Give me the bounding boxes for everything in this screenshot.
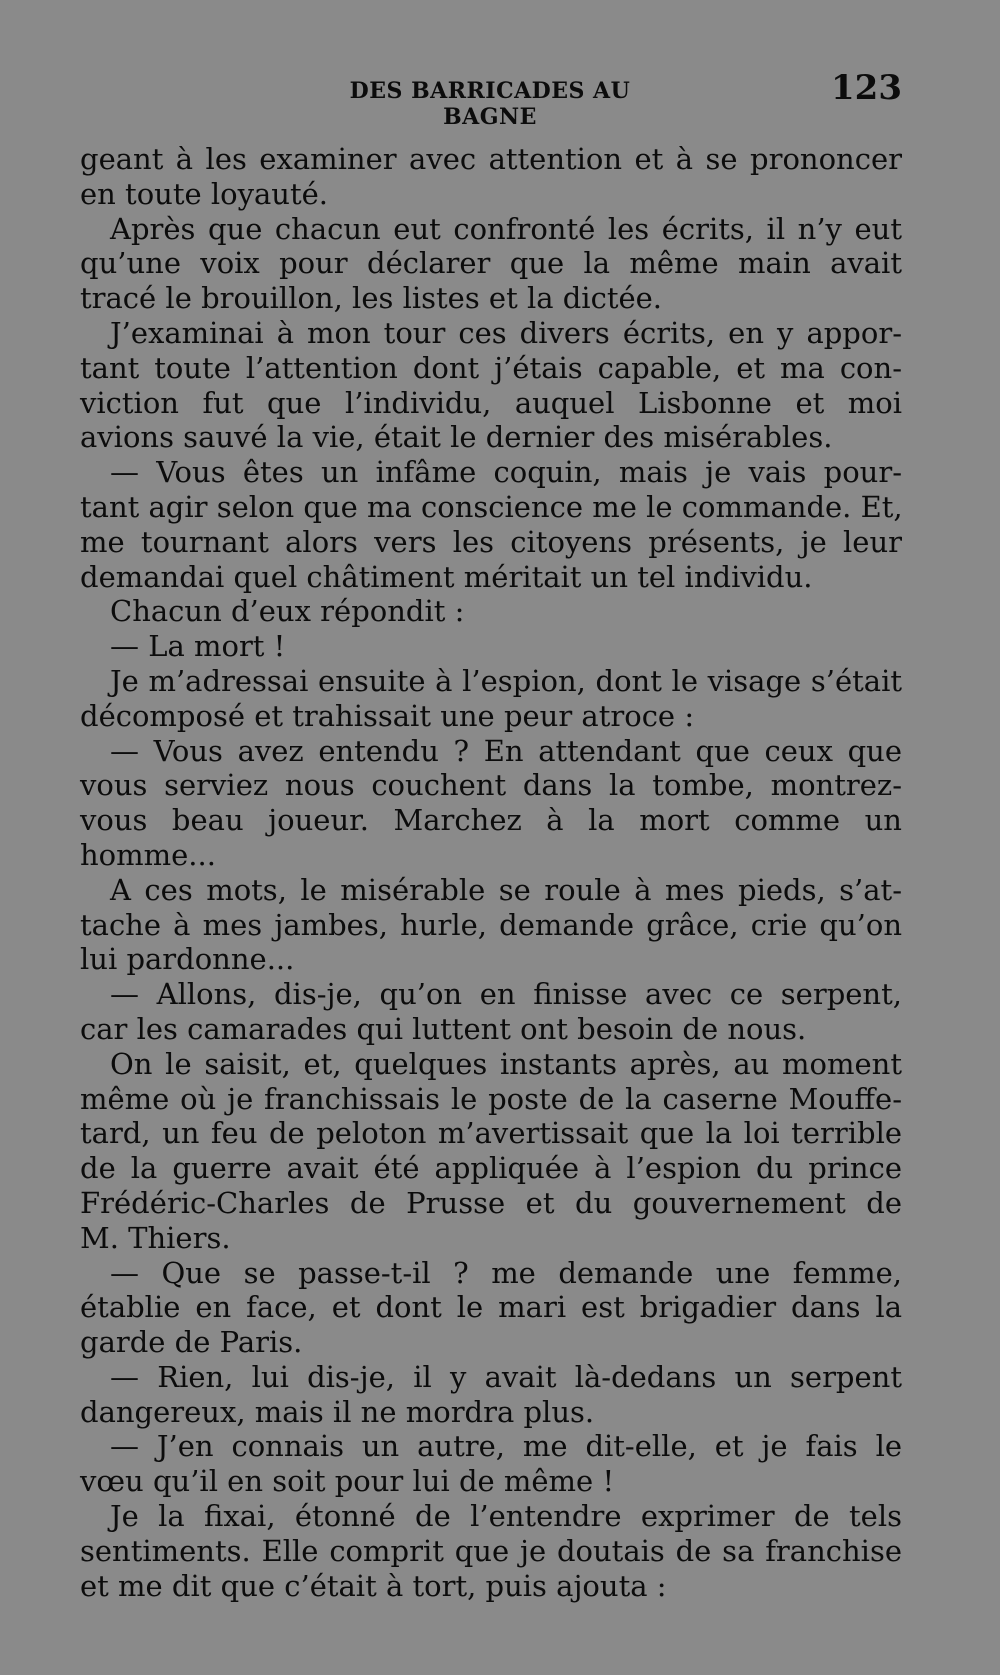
text-line: M. Thiers.	[80, 1220, 231, 1255]
text-line: demandai quel châtiment méritait un tel individu.	[80, 559, 813, 594]
text-line: même où je franchissais le poste de la caserne Mouffe-	[80, 1081, 902, 1116]
text-line: viction fut que l’individu, auquel Lisbonne et moi	[80, 385, 902, 420]
text-line: tache à mes jambes, hurle, demande grâce, crie qu’on	[80, 907, 902, 942]
text-line: tracé le brouillon, les listes et la dictée.	[80, 281, 663, 316]
text-line: de la guerre avait été appliquée à l’espion du prince	[80, 1151, 902, 1186]
text-line: vœu qu’il en soit pour lui de même !	[80, 1464, 615, 1499]
text-line: établie en face, et dont le mari est brigadier dans la	[80, 1290, 902, 1325]
text-line: dangereux, mais il ne mordra plus.	[80, 1394, 595, 1429]
text-line: tard, un feu de peloton m’avertissait que la loi terrible	[80, 1116, 902, 1151]
text-line: Je m’adressai ensuite à l’espion, dont le visage s’était	[110, 663, 902, 698]
text-line: vous beau joueur. Marchez à la mort comme un	[80, 803, 902, 838]
text-line: sentiments. Elle comprit que je doutais de sa franchise	[80, 1533, 902, 1568]
text-line: vous serviez nous couchent dans la tombe, montrez-	[80, 768, 902, 803]
text-line: — Rien, lui dis-je, il y avait là-dedans un serpent	[110, 1359, 902, 1394]
text-line: A ces mots, le misérable se roule à mes pieds, s’at-	[110, 872, 902, 907]
text-line: me tournant alors vers les citoyens présents, je leur	[80, 524, 902, 559]
text-line: tant agir selon que ma conscience me le commande. Et,	[80, 489, 903, 524]
text-line: — Allons, dis-je, qu’on en finisse avec ce serpent,	[110, 977, 902, 1012]
text-line: Après que chacun eut confronté les écrits, il n’y eut	[110, 211, 902, 246]
text-line: avions sauvé la vie, était le dernier des misérables.	[80, 420, 833, 455]
text-line: — La mort !	[110, 629, 286, 664]
text-line: lui pardonne...	[80, 942, 295, 977]
text-line: en toute loyauté.	[80, 176, 329, 211]
text-line: — J’en connais un autre, me dit-elle, et je fais le	[110, 1429, 902, 1464]
text-line: homme...	[80, 837, 216, 872]
text-line: geant à les examiner avec attention et à se prononcer	[80, 142, 902, 176]
text-line: et me dit que c’était à tort, puis ajouta :	[80, 1568, 667, 1603]
text-line: J’examinai à mon tour ces divers écrits, en y appor-	[110, 315, 902, 350]
page-number: 123	[831, 68, 902, 108]
text-line: décomposé et trahissait une peur atroce :	[80, 698, 695, 733]
text-line: — Vous êtes un infâme coquin, mais je vais pour-	[110, 455, 902, 490]
text-line: — Vous avez entendu ? En attendant que ceux que	[110, 733, 902, 768]
running-head: DES BARRICADES AU BAGNE	[349, 78, 631, 130]
text-line: — Que se passe-t-il ? me demande une femme,	[110, 1255, 902, 1290]
text-line: Chacun d’eux répondit :	[110, 594, 465, 629]
text-line: Frédéric-Charles de Prusse et du gouvernement de	[80, 1185, 902, 1220]
text-line: On le saisit, et, quelques instants après, au moment	[110, 1046, 902, 1081]
text-line: car les camarades qui luttent ont besoin de nous.	[80, 1011, 807, 1046]
text-line: qu’une voix pour déclarer que la même main avait	[80, 246, 902, 281]
body-text	[80, 142, 902, 1603]
text-line: garde de Paris.	[80, 1325, 303, 1360]
text-line: tant toute l’attention dont j’étais capable, et ma con-	[80, 350, 902, 385]
text-line: Je la fixai, étonné de l’entendre exprimer de tels	[110, 1499, 902, 1534]
